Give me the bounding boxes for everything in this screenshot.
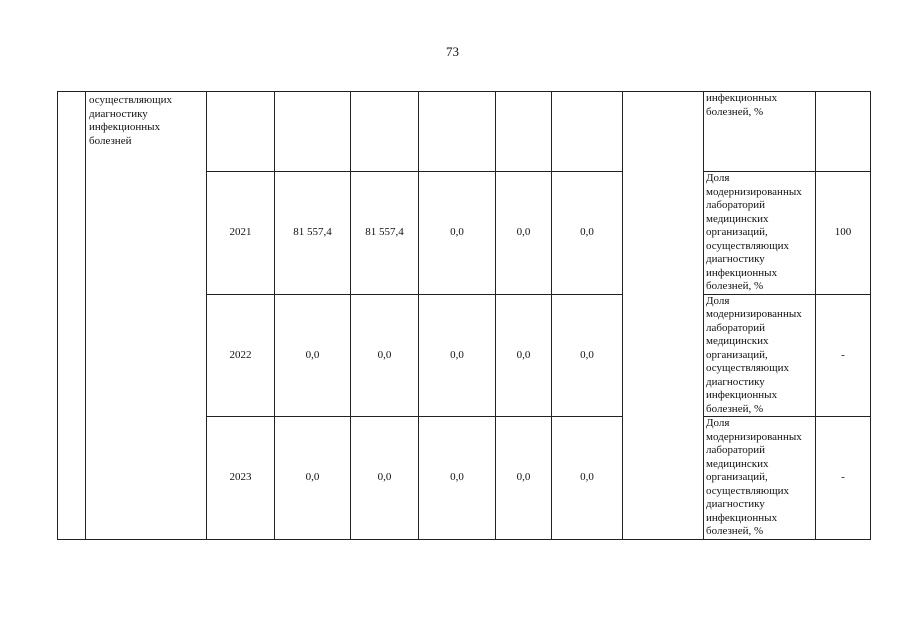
program-table [57, 91, 871, 540]
budget-cell [419, 92, 496, 172]
description-cell: осуществляющих диагностику инфекционных болезней [86, 92, 207, 540]
budget-cell: 0,0 [419, 172, 496, 295]
indicator-cell: Доля модернизированных лабораторий медицинских организаций, осуществляющих диагностику инфекционных болезней, % [704, 294, 816, 417]
value-cell: 100 [816, 172, 871, 295]
budget-cell [552, 92, 623, 172]
budget-cell: 0,0 [552, 294, 623, 417]
year-cell [207, 92, 275, 172]
executor-cell [623, 92, 704, 540]
table-row [58, 92, 871, 172]
page-number: 73 [446, 44, 459, 59]
indicator-cell: Доля модернизированных лабораторий медицинских организаций, осуществляющих диагностику инфекционных болезней, % [704, 417, 816, 540]
indicator-cell: Доля модернизированных лабораторий медицинских организаций, осуществляющих диагностику инфекционных болезней, % [704, 172, 816, 295]
number-cell [58, 92, 86, 540]
budget-cell: 0,0 [496, 172, 552, 295]
budget-cell: 0,0 [419, 294, 496, 417]
total-cell [275, 92, 351, 172]
budget-cell: 81 557,4 [351, 172, 419, 295]
total-cell: 81 557,4 [275, 172, 351, 295]
budget-cell: 0,0 [419, 417, 496, 540]
budget-cell: 0,0 [496, 294, 552, 417]
budget-cell: 0,0 [552, 417, 623, 540]
indicator-cell: инфекционных болезней, % [704, 92, 816, 172]
total-cell: 0,0 [275, 294, 351, 417]
value-cell [816, 92, 871, 172]
value-cell: - [816, 417, 871, 540]
year-cell: 2021 [207, 172, 275, 295]
total-cell: 0,0 [275, 417, 351, 540]
budget-cell [351, 92, 419, 172]
year-cell: 2023 [207, 417, 275, 540]
budget-cell: 0,0 [351, 417, 419, 540]
budget-cell: 0,0 [552, 172, 623, 295]
value-cell: - [816, 294, 871, 417]
year-cell: 2022 [207, 294, 275, 417]
budget-cell: 0,0 [496, 417, 552, 540]
budget-cell: 0,0 [351, 294, 419, 417]
budget-cell [496, 92, 552, 172]
